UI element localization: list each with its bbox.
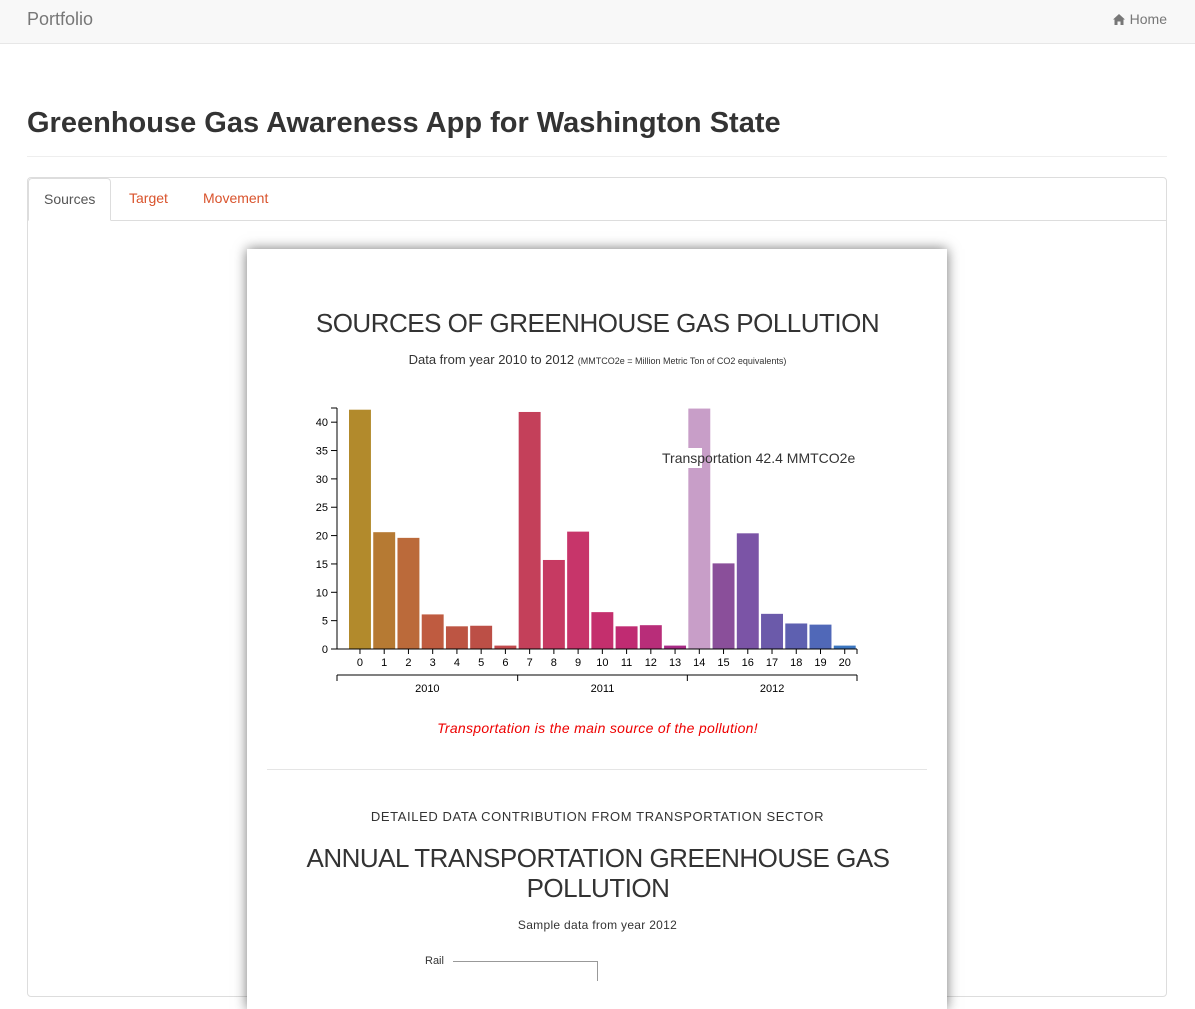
- bar: [397, 538, 419, 649]
- tab-sources[interactable]: Sources: [28, 178, 111, 221]
- group-label: 2011: [590, 683, 615, 695]
- chart-conclusion: Transportation is the main source of the pollution!: [437, 720, 758, 736]
- x-tick-label: 7: [526, 657, 533, 669]
- bar: [591, 612, 613, 649]
- bar-tooltip: Transportation 42.4 MMTCO2e: [662, 450, 856, 466]
- transport-chart-subtitle: Sample data from year 2012: [517, 918, 678, 932]
- sources-bar-chart: [300, 398, 870, 698]
- y-tick-label: 40: [315, 417, 328, 430]
- x-tick-label: 1: [381, 657, 388, 669]
- group-label: 2012: [759, 683, 785, 695]
- x-tick-label: 3: [429, 657, 436, 669]
- bar: [519, 412, 541, 649]
- x-tick-label: 0: [356, 657, 364, 669]
- section-heading: DETAILED DATA CONTRIBUTION FROM TRANSPORTATION SECTOR: [370, 809, 825, 824]
- bar: [446, 626, 468, 649]
- x-tick-label: 4: [453, 657, 460, 669]
- group-label: 2010: [415, 683, 440, 695]
- y-tick-label: 15: [315, 558, 328, 571]
- y-tick-label: 0: [321, 644, 328, 656]
- transport-axis-line: [597, 961, 598, 981]
- chart-title: SOURCES OF GREENHOUSE GAS POLLUTION: [315, 308, 880, 338]
- x-tick-label: 15: [717, 657, 730, 669]
- chart-subtitle-note: (MMTCO2e = Million Metric Ton of CO2 equivalents): [577, 356, 787, 366]
- bar: [664, 646, 686, 649]
- bar: [761, 614, 783, 649]
- x-tick-label: 10: [596, 657, 609, 669]
- y-tick-label: 25: [315, 502, 328, 515]
- title-divider: [27, 156, 1167, 157]
- x-tick-label: 2: [405, 657, 412, 669]
- x-tick-label: 11: [620, 657, 633, 669]
- y-tick-label: 10: [315, 587, 328, 600]
- tab-target[interactable]: Target: [129, 190, 168, 206]
- bar: [422, 614, 444, 649]
- bar: [640, 625, 662, 649]
- bar: [713, 563, 735, 649]
- x-tick-label: 19: [814, 657, 827, 669]
- bar: [688, 409, 710, 649]
- bar: [567, 532, 589, 649]
- bar: [494, 646, 516, 649]
- x-tick-label: 5: [478, 657, 485, 669]
- bar: [470, 626, 492, 649]
- chart-subtitle-text: Data from year 2010 to 2012: [408, 352, 575, 367]
- home-link-label: Home: [1129, 11, 1167, 27]
- x-tick-label: 13: [668, 657, 682, 669]
- home-link[interactable]: [1113, 11, 1167, 27]
- y-tick-label: 20: [315, 530, 328, 543]
- y-tick-label: 5: [321, 615, 328, 628]
- transport-chart-title: ANNUAL TRANSPORTATION GREENHOUSE GAS POLLUTION: [306, 843, 890, 903]
- y-tick-label: 30: [315, 473, 328, 486]
- home-icon: [1113, 14, 1125, 25]
- y-tick-label: 35: [315, 445, 328, 458]
- section-divider: [267, 769, 927, 770]
- bar: [373, 532, 395, 649]
- tab-bar: [28, 178, 1166, 221]
- x-tick-label: 18: [790, 657, 803, 669]
- x-tick-label: 20: [838, 657, 851, 669]
- bar: [616, 626, 638, 649]
- x-tick-label: 14: [693, 657, 706, 669]
- bar: [737, 533, 759, 649]
- x-tick-label: 17: [765, 657, 779, 669]
- bar: [543, 560, 565, 649]
- navbar: [0, 0, 1195, 44]
- x-tick-label: 12: [644, 657, 657, 669]
- bar: [785, 623, 807, 649]
- tab-movement[interactable]: Movement: [203, 190, 269, 206]
- brand-link[interactable]: Portfolio: [27, 9, 94, 29]
- transport-leader-line: [453, 961, 597, 962]
- bar: [349, 410, 371, 649]
- bar: [810, 625, 832, 649]
- x-tick-label: 6: [502, 657, 509, 669]
- bar: [834, 646, 856, 649]
- x-tick-label: 9: [575, 657, 582, 669]
- page-title: Greenhouse Gas Awareness App for Washington State: [27, 107, 781, 139]
- chart-subtitle: [0, 352, 1195, 367]
- x-tick-label: 16: [741, 657, 754, 669]
- transport-label-rail: Rail: [425, 955, 444, 967]
- x-tick-label: 8: [550, 657, 557, 669]
